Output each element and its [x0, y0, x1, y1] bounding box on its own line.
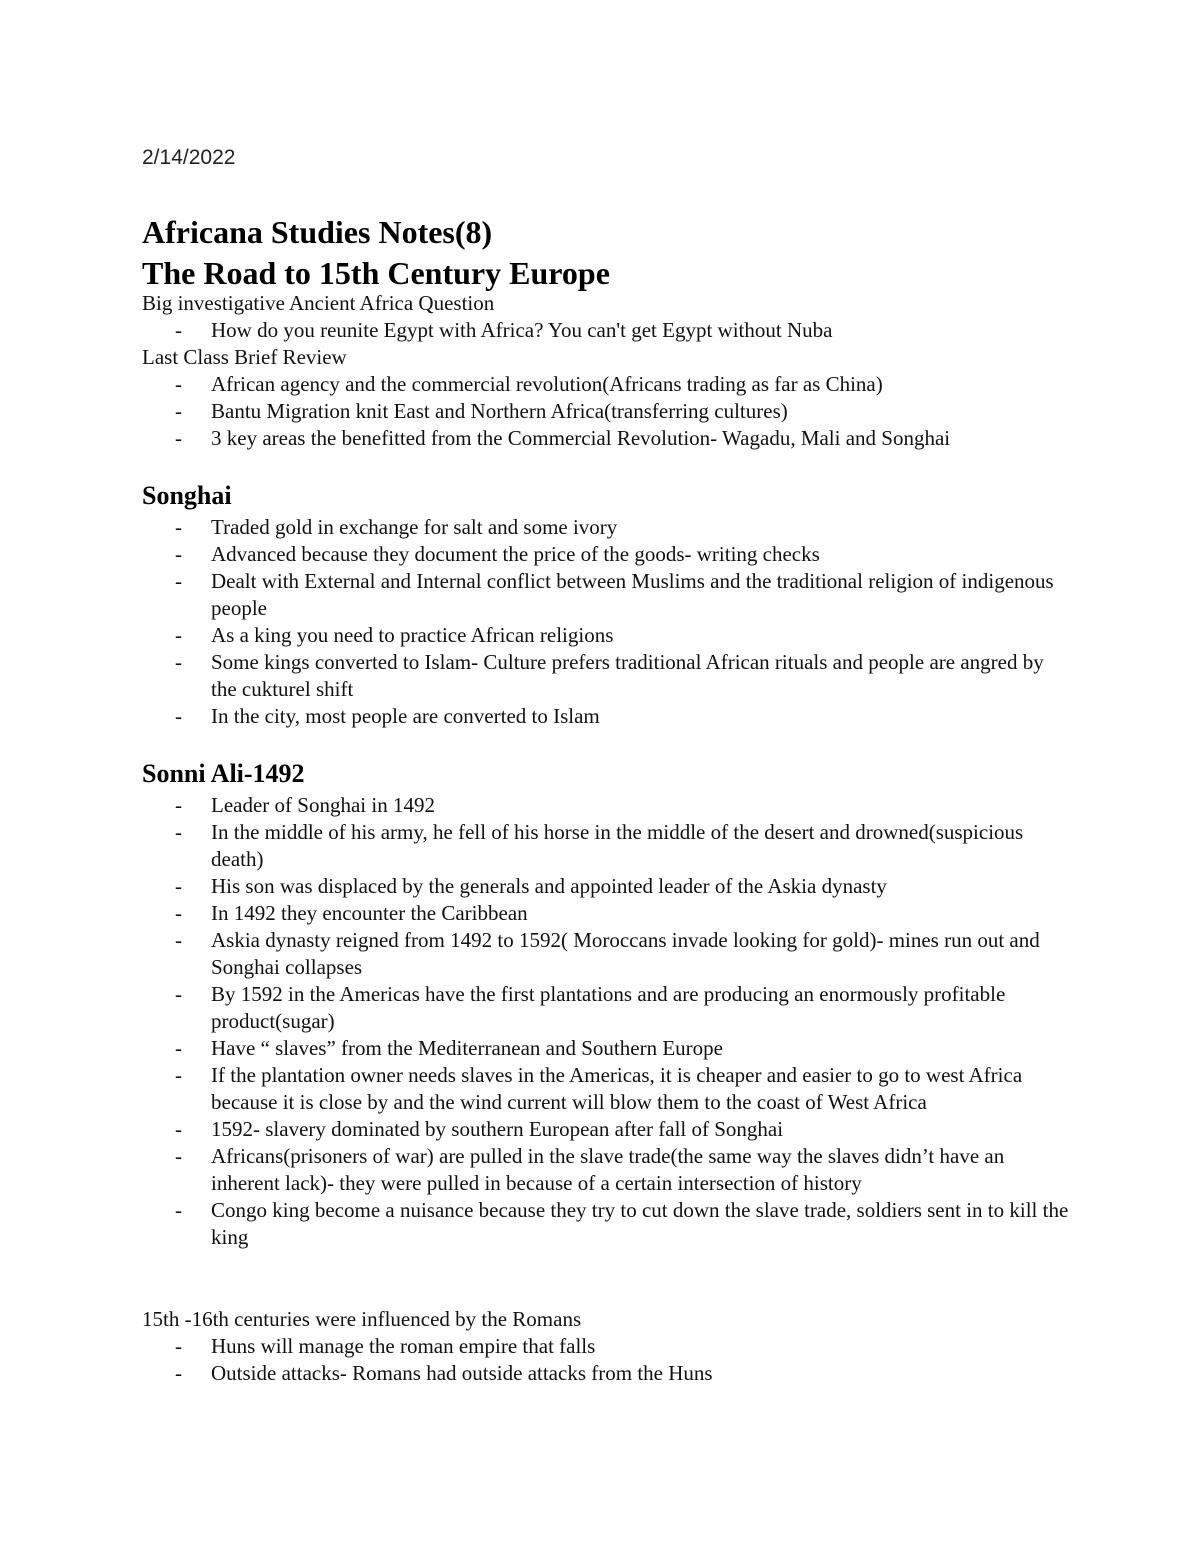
- sonni-ali-section: [142, 758, 1072, 1251]
- bullet-dash: -: [175, 318, 182, 342]
- bullet-dash: -: [175, 1036, 182, 1060]
- bullet-dash: -: [175, 820, 182, 844]
- bullet-dash: -: [175, 399, 182, 423]
- songhai-list: [142, 514, 1072, 730]
- question-list: [142, 317, 1072, 344]
- list-item-text: African agency and the commercial revolution(Africans trading as far as China): [211, 372, 883, 396]
- list-item: [142, 981, 1072, 1035]
- list-item-text: Advanced because they document the price of the goods- writing checks: [211, 542, 820, 566]
- list-item-text: In 1492 they encounter the Caribbean: [211, 901, 528, 925]
- bullet-dash: -: [175, 928, 182, 952]
- list-item-text: Huns will manage the roman empire that falls: [211, 1334, 596, 1358]
- list-item-text: If the plantation owner needs slaves in the Americas, it is cheaper and easier to go to west Africa because it is close by and the wind current will blow them to the coast of West Africa: [211, 1063, 1023, 1114]
- bullet-dash: -: [175, 901, 182, 925]
- intro-section: [142, 290, 1072, 452]
- list-item: [142, 649, 1072, 703]
- bullet-dash: -: [175, 372, 182, 396]
- list-item-text: Leader of Songhai in 1492: [211, 793, 435, 817]
- list-item: [142, 1062, 1072, 1116]
- list-item-text: Traded gold in exchange for salt and some ivory: [211, 515, 618, 539]
- list-item-text: Congo king become a nuisance because they try to cut down the slave trade, soldiers sent in to kill the king: [211, 1198, 1069, 1249]
- bullet-dash: -: [175, 569, 182, 593]
- sonni-ali-list: [142, 792, 1072, 1251]
- list-item: [142, 792, 1072, 819]
- bullet-dash: -: [175, 515, 182, 539]
- document-title: [142, 212, 610, 294]
- list-item: [142, 622, 1072, 649]
- bullet-dash: -: [175, 1198, 182, 1222]
- title-line-1: Africana Studies Notes(8): [142, 214, 493, 250]
- list-item-text: His son was displaced by the generals and appointed leader of the Askia dynasty: [211, 874, 887, 898]
- list-item: [142, 568, 1072, 622]
- romans-list: [142, 1333, 1072, 1387]
- list-item: [142, 927, 1072, 981]
- sonni-ali-heading: Sonni Ali-1492: [142, 759, 305, 788]
- list-item-text: How do you reunite Egypt with Africa? You can't get Egypt without Nuba: [211, 318, 833, 342]
- list-item: [142, 398, 1072, 425]
- bullet-dash: -: [175, 704, 182, 728]
- romans-label: 15th -16th centuries were influenced by the Romans: [142, 1307, 582, 1331]
- bullet-dash: -: [175, 426, 182, 450]
- bullet-dash: -: [175, 1361, 182, 1385]
- songhai-section: [142, 480, 1072, 730]
- bullet-dash: -: [175, 1334, 182, 1358]
- list-item-text: 3 key areas the benefitted from the Commercial Revolution- Wagadu, Mali and Songhai: [211, 426, 951, 450]
- list-item-text: In the middle of his army, he fell of his horse in the middle of the desert and drowned(suspicious death): [211, 820, 1024, 871]
- list-item: [142, 819, 1072, 873]
- bullet-dash: -: [175, 623, 182, 647]
- list-item-text: In the city, most people are converted to Islam: [211, 704, 600, 728]
- bullet-dash: -: [175, 793, 182, 817]
- list-item: [142, 1197, 1072, 1251]
- list-item-text: Africans(prisoners of war) are pulled in the slave trade(the same way the slaves didn’t have an inherent lack)- they were pulled in because of a certain intersection of history: [211, 1144, 1005, 1195]
- question-label: Big investigative Ancient Africa Question: [142, 291, 495, 315]
- list-item-text: Askia dynasty reigned from 1492 to 1592( Moroccans invade looking for gold)- mines run out and Songhai collapses: [211, 928, 1040, 979]
- list-item: [142, 371, 1072, 398]
- list-item: [142, 1143, 1072, 1197]
- list-item: [142, 1035, 1072, 1062]
- list-item: [142, 703, 1072, 730]
- list-item: [142, 873, 1072, 900]
- review-list: [142, 371, 1072, 452]
- list-item-text: Bantu Migration knit East and Northern Africa(transferring cultures): [211, 399, 788, 423]
- list-item-text: 1592- slavery dominated by southern European after fall of Songhai: [211, 1117, 784, 1141]
- list-item: [142, 425, 1072, 452]
- list-item-text: Dealt with External and Internal conflict between Muslims and the traditional religion of indigenous people: [211, 569, 1054, 620]
- songhai-heading: Songhai: [142, 481, 232, 510]
- list-item-text: Have “ slaves” from the Mediterranean and Southern Europe: [211, 1036, 723, 1060]
- list-item-text: Outside attacks- Romans had outside attacks from the Huns: [211, 1361, 713, 1385]
- list-item: [142, 541, 1072, 568]
- title-line-2: The Road to 15th Century Europe: [142, 255, 610, 291]
- bullet-dash: -: [175, 982, 182, 1006]
- review-label: Last Class Brief Review: [142, 345, 347, 369]
- bullet-dash: -: [175, 542, 182, 566]
- list-item-text: Some kings converted to Islam- Culture prefers traditional African rituals and people are angred by the cukturel shift: [211, 650, 1044, 701]
- list-item: [142, 1333, 1072, 1360]
- note-date: 2/14/2022: [142, 146, 236, 169]
- list-item: [142, 1116, 1072, 1143]
- bullet-dash: -: [175, 874, 182, 898]
- list-item: [142, 900, 1072, 927]
- list-item: [142, 514, 1072, 541]
- list-item: [142, 317, 1072, 344]
- list-item-text: As a king you need to practice African religions: [211, 623, 614, 647]
- list-item-text: By 1592 in the Americas have the first plantations and are producing an enormously profitable product(sugar): [211, 982, 1006, 1033]
- romans-section: [142, 1306, 1072, 1387]
- list-item: [142, 1360, 1072, 1387]
- bullet-dash: -: [175, 1144, 182, 1168]
- bullet-dash: -: [175, 1063, 182, 1087]
- bullet-dash: -: [175, 1117, 182, 1141]
- bullet-dash: -: [175, 650, 182, 674]
